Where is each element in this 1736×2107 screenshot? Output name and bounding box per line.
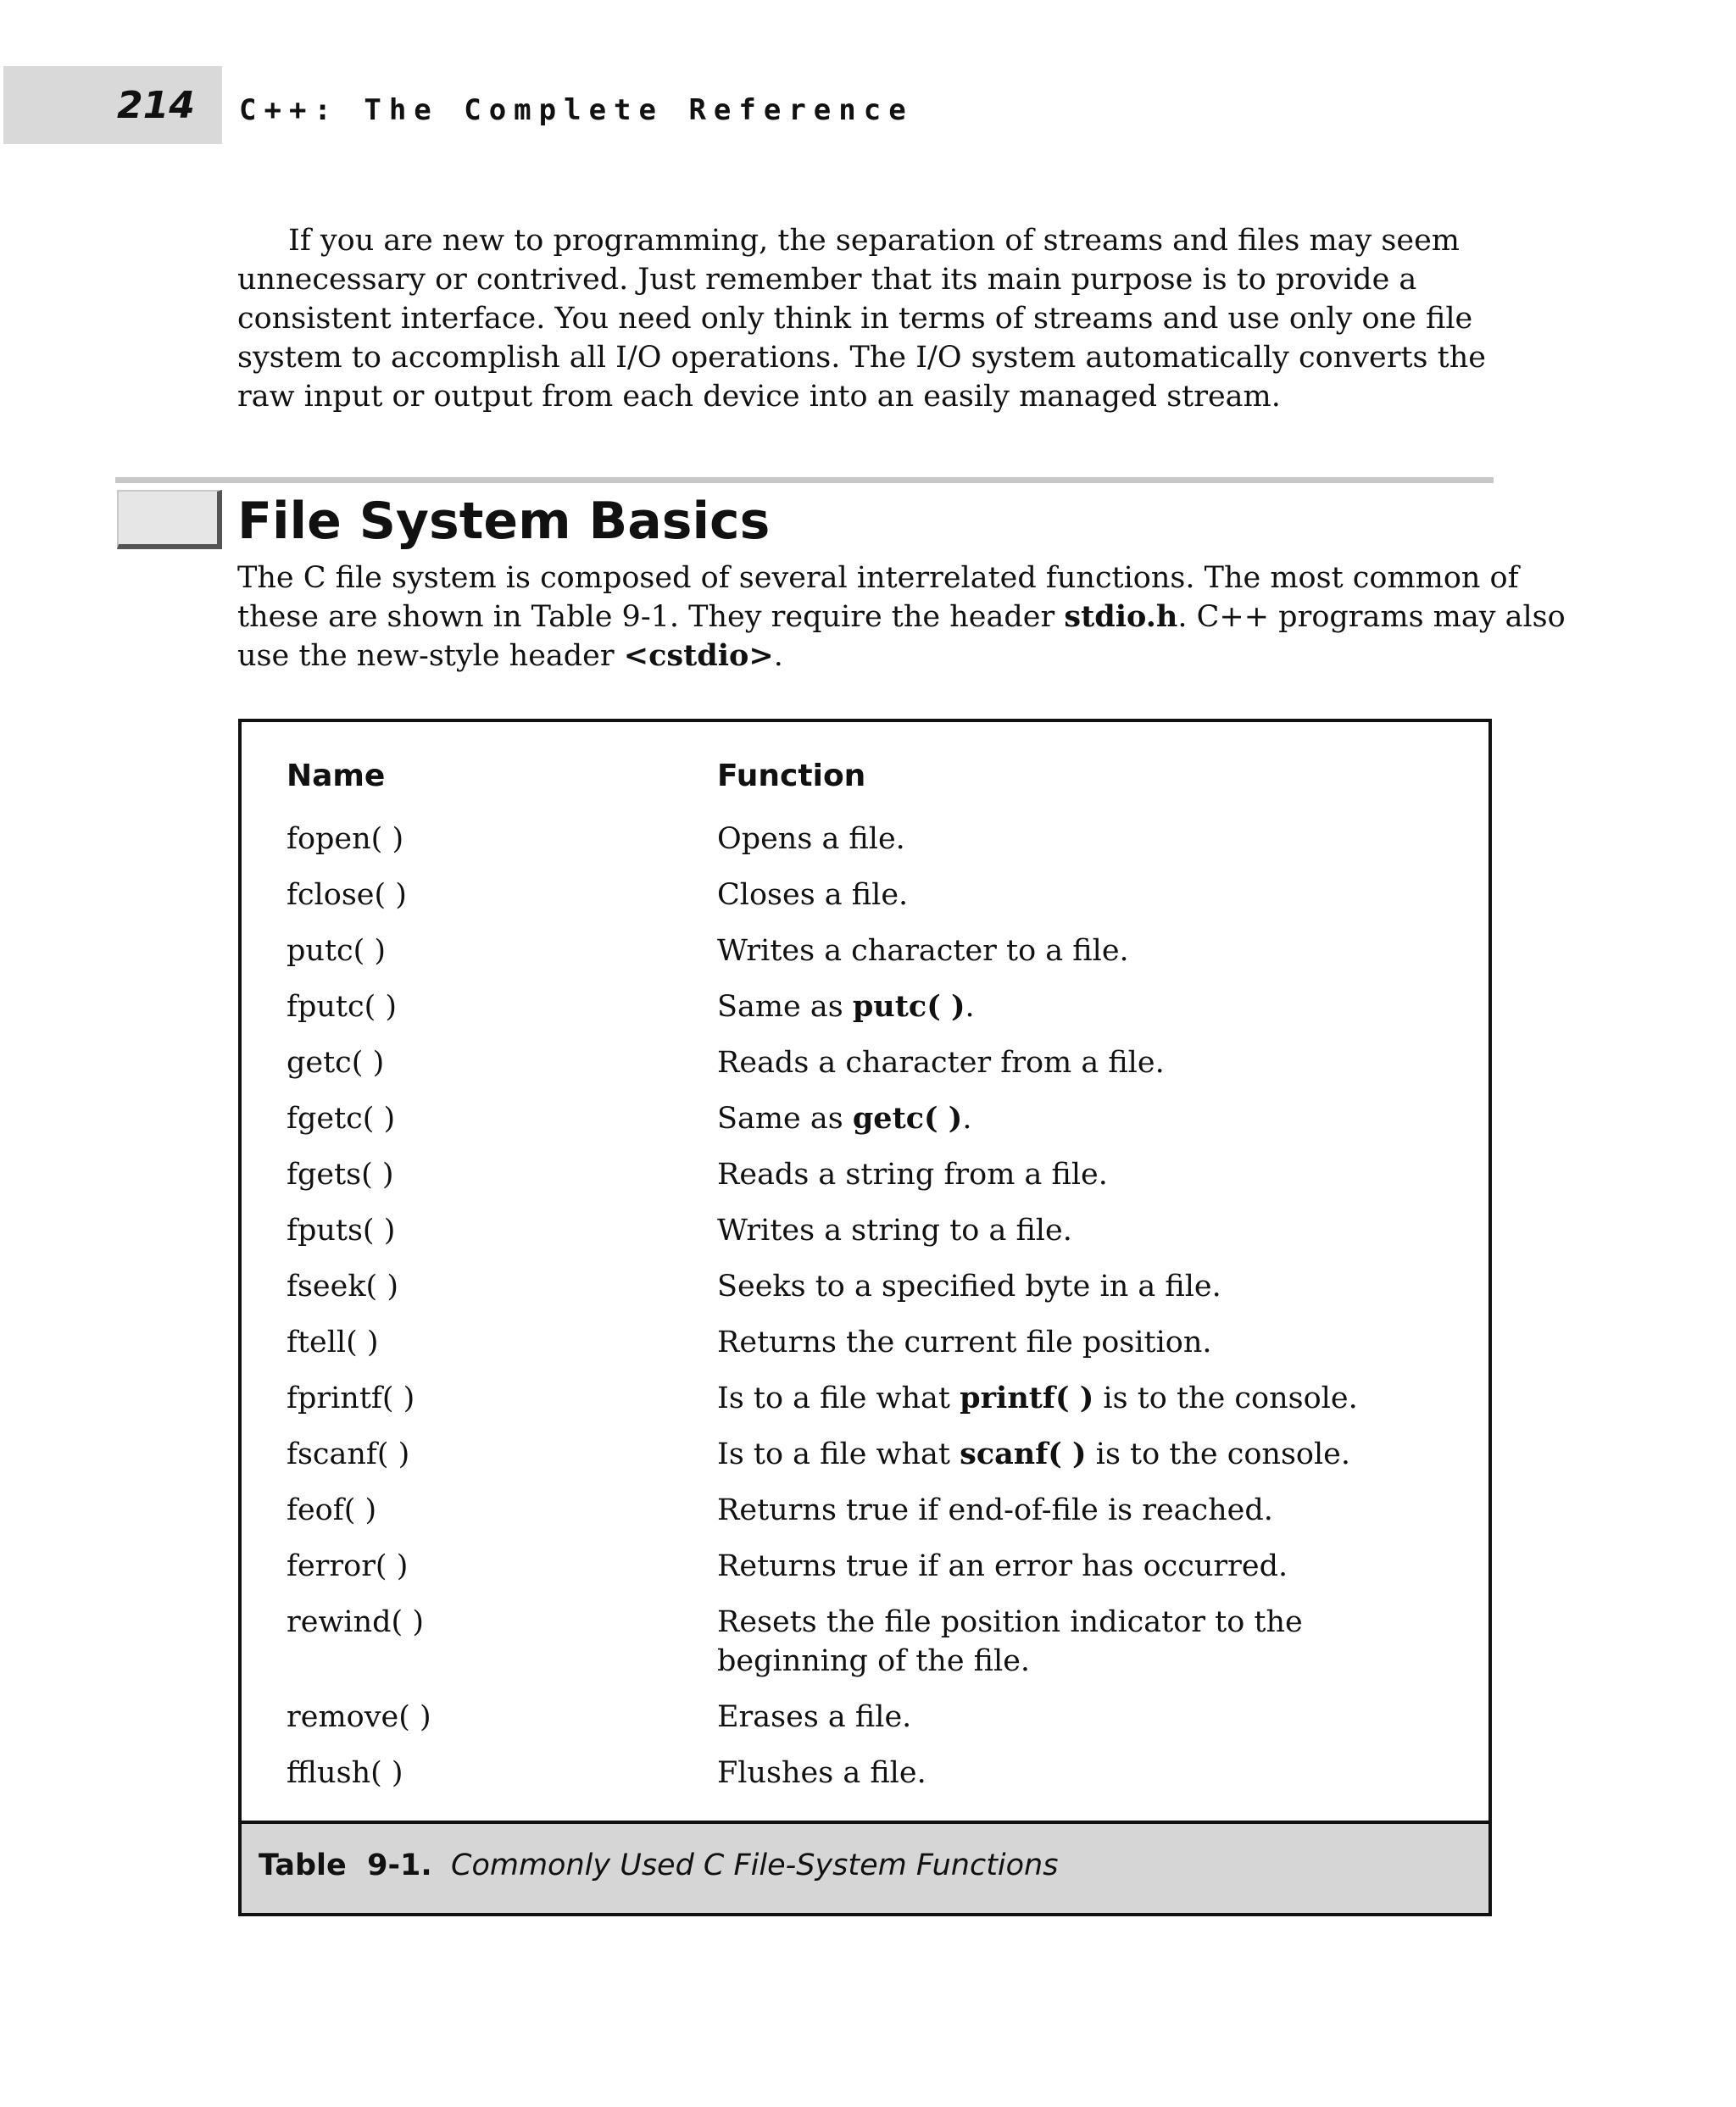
section-line-text: . C++ programs may also — [1177, 600, 1566, 634]
table-row — [287, 1099, 1465, 1138]
table-caption-label: Table 9-1. — [259, 1848, 432, 1882]
function-reference: printf( ) — [960, 1381, 1094, 1415]
function-name: fclose( ) — [287, 878, 407, 912]
table-row — [287, 1491, 1465, 1530]
section-line — [237, 637, 1500, 675]
intro-paragraph — [237, 221, 1500, 416]
table-row — [287, 1435, 1465, 1474]
function-description-text: . — [962, 1102, 972, 1136]
function-name: fputs( ) — [287, 1214, 396, 1248]
function-description — [717, 1379, 1465, 1418]
function-description-text: Returns true if end-of-file is reached. — [717, 1493, 1273, 1527]
table-caption — [242, 1821, 1488, 1913]
table-row — [287, 1379, 1465, 1418]
table-row — [287, 987, 1465, 1026]
functions-table — [238, 719, 1492, 1916]
function-name: fscanf( ) — [287, 1437, 410, 1471]
section-line-text: use the new-style header — [237, 639, 624, 673]
function-description-text: is to the console. — [1086, 1437, 1351, 1471]
function-description — [717, 876, 1465, 915]
function-name: remove( ) — [287, 1700, 431, 1734]
function-name: ftell( ) — [287, 1326, 379, 1359]
function-description — [717, 820, 1465, 859]
section-rule — [115, 477, 1494, 483]
table-row — [287, 1155, 1465, 1194]
header-file-name: <cstdio> — [623, 638, 774, 673]
function-name: fgets( ) — [287, 1158, 394, 1192]
function-description-text: Returns true if an error has occurred. — [717, 1549, 1288, 1583]
function-description-text: Same as — [717, 1102, 853, 1136]
function-description-text: Closes a file. — [717, 878, 909, 912]
intro-line: consistent interface. You need only think in terms of streams and use only one file — [237, 302, 1473, 336]
section-marker-box — [117, 490, 222, 549]
function-description-text: beginning of the file. — [717, 1644, 1031, 1678]
function-description-text: Opens a file. — [717, 822, 905, 856]
column-header-name: Name — [287, 759, 386, 793]
function-description — [717, 931, 1465, 970]
function-description — [717, 1754, 1465, 1793]
function-name: fprintf( ) — [287, 1382, 415, 1415]
function-description — [717, 987, 1465, 1026]
table-caption-text: Commonly Used C File-System Functions — [451, 1848, 1059, 1882]
function-description — [717, 1698, 1465, 1737]
function-description — [717, 1211, 1465, 1250]
table-row — [287, 931, 1465, 970]
function-description-text: Is to a file what — [717, 1382, 960, 1415]
function-description — [717, 1603, 1465, 1681]
function-name: fopen( ) — [287, 822, 404, 856]
table-row — [287, 1547, 1465, 1586]
section-paragraph — [237, 559, 1566, 675]
function-description — [717, 1099, 1465, 1138]
column-header-function: Function — [717, 759, 866, 793]
function-description — [717, 1435, 1465, 1474]
header-file-name: stdio.h — [1064, 599, 1178, 634]
table-row — [287, 820, 1465, 859]
function-description-text: Is to a file what — [717, 1437, 960, 1471]
function-description-text: Reads a string from a file. — [717, 1158, 1108, 1192]
function-description — [717, 1155, 1465, 1194]
table-row — [287, 1267, 1465, 1306]
table-row — [287, 1043, 1465, 1082]
function-description-text: Writes a string to a file. — [717, 1214, 1072, 1248]
table-row — [287, 1211, 1465, 1250]
function-description-text: Reads a character from a file. — [717, 1046, 1165, 1080]
table-body — [287, 820, 1465, 1810]
function-description-text: Same as — [717, 990, 853, 1024]
section-line-text: these are shown in Table 9-1. They require the header — [237, 600, 1065, 634]
function-reference: putc( ) — [852, 989, 965, 1024]
function-name: getc( ) — [287, 1046, 385, 1080]
function-description-text: is to the console. — [1093, 1382, 1358, 1415]
function-description — [717, 1267, 1465, 1306]
function-description — [717, 1323, 1465, 1362]
intro-line: If you are new to programming, the separation of streams and files may seem — [288, 224, 1460, 258]
function-description-text: Resets the file position indicator to the — [717, 1605, 1303, 1639]
section-line-text: The C file system is composed of several interrelated functions. The most common of — [237, 561, 1519, 595]
intro-line: raw input or output from each device into an easily managed stream. — [237, 380, 1281, 414]
section-title: File System Basics — [237, 492, 771, 551]
function-description-text: Flushes a file. — [717, 1756, 926, 1790]
function-name: rewind( ) — [287, 1605, 424, 1639]
function-reference: getc( ) — [852, 1101, 963, 1136]
function-name: ferror( ) — [287, 1549, 409, 1583]
function-description-text: Writes a character to a file. — [717, 934, 1129, 968]
function-description — [717, 1491, 1465, 1530]
function-name: fgetc( ) — [287, 1102, 396, 1136]
section-line — [237, 559, 1519, 598]
function-description — [717, 1043, 1465, 1082]
function-description-text: Seeks to a specified byte in a file. — [717, 1270, 1221, 1304]
section-line-text: . — [773, 639, 783, 673]
function-name: fflush( ) — [287, 1756, 403, 1790]
intro-line: system to accomplish all I/O operations. The I/O system automatically converts the — [237, 341, 1486, 375]
table-row — [287, 1603, 1465, 1681]
section-line — [237, 598, 1566, 637]
function-name: fputc( ) — [287, 990, 398, 1024]
function-description — [717, 1547, 1465, 1586]
table-row — [287, 1323, 1465, 1362]
function-name: putc( ) — [287, 934, 387, 968]
function-name: fseek( ) — [287, 1270, 398, 1304]
function-description-text: Returns the current file position. — [717, 1326, 1212, 1359]
table-row — [287, 876, 1465, 915]
running-title: C++: The Complete Reference — [239, 93, 914, 127]
function-description-text: Erases a file. — [717, 1700, 912, 1734]
table-row — [287, 1698, 1465, 1737]
intro-line: unnecessary or contrived. Just remember that its main purpose is to provide a — [237, 263, 1417, 297]
function-reference: scanf( ) — [960, 1437, 1087, 1471]
function-name: feof( ) — [287, 1493, 377, 1527]
function-description-text: . — [965, 990, 975, 1024]
page-number: 214 — [117, 84, 195, 127]
table-row — [287, 1754, 1465, 1793]
